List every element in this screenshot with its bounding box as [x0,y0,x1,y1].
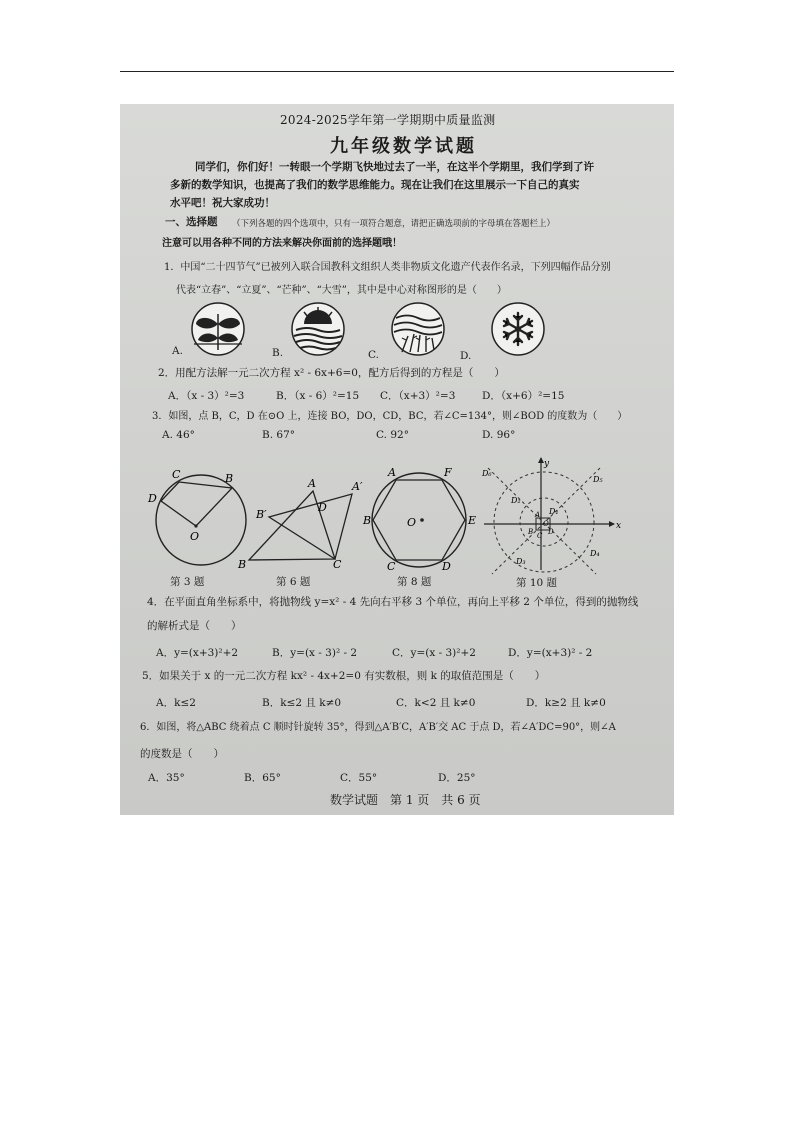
figures-row [144,456,654,576]
fig8-label-e: E [468,514,477,527]
figure-10 [481,457,621,574]
fig3-label-o: O [190,530,200,543]
fig10-label-o: O [543,520,549,528]
fig10-label-b: B [528,528,534,536]
fig8-label-o: O [407,516,417,529]
q4-line-2: 的解析式是（ ） [147,620,242,632]
fig10-label-y: y [544,459,550,469]
q5-option-c: C．k<2 且 k≠0 [396,697,476,709]
q1-line-2: 代表“立春”、“立夏”、“芒种”、“大雪”，其中是中心对称图形的是（ ） [176,285,507,296]
q5-option-d: D．k≥2 且 k≠0 [526,697,606,709]
artwork-b-icon [292,303,344,355]
fig10-label-d3: D₃ [516,557,526,566]
q3-option-d: D. 96° [482,429,516,441]
q4-option-b: B．y=(x - 3)² - 2 [272,647,358,659]
q2-option-c: C．（x+3）²=3 [380,390,456,402]
fig10-label-x: x [616,521,622,531]
fig3-label-b: B [225,472,234,485]
exam-subtitle: 2024-2025学年第一学期期中质量监测 [280,113,496,127]
fig8-label-d: D [442,560,451,573]
fig6-label-d: D [318,501,327,514]
fig8-label-b: B [363,514,372,527]
q3-option-a: A. 46° [162,429,195,441]
figure-3 [147,468,246,565]
q2-option-a: A．（x - 3）²=3 [168,390,245,402]
q1-label-d: D. [460,350,472,362]
fig10-label-d4: D₄ [590,549,600,558]
intro-line-3: 水平吧！祝大家成功！ [170,197,275,209]
fig10-label-d: D [548,528,554,536]
fig6-label-a-prime: A′ [352,480,363,493]
q6-line-2: 的度数是（ ） [140,748,224,760]
fig6-caption: 第 6 题 [276,576,311,588]
q1-line-1: 1．中国“二十四节气”已被列入联合国教科文组织人类非物质文化遗产代表作名录，下列四幅作品分别 [164,262,611,273]
fig10-label-d6: D₆ [482,469,492,478]
fig10-label-d1: D₁ [549,507,559,516]
section-heading: 一、选择题 [165,216,218,228]
fig10-label-a: A [535,511,541,519]
page-top-rule [120,71,674,72]
q1-label-a: A. [172,345,183,357]
artwork-c-icon [392,303,444,355]
fig3-label-d: D [148,492,157,505]
exam-photo [120,104,674,815]
q4-option-a: A．y=(x+3)²+2 [156,647,239,659]
section-tip: 注意可以用各种不同的方法来解决你面前的选择题哦！ [162,238,402,249]
artwork-d-icon [492,303,544,355]
exam-title: 九年级数学试题 [330,136,477,157]
intro-line-2: 多新的数学知识，也提高了我们的数学思维能力。现在让我们在这里展示一下自己的真实 [170,179,580,191]
fig8-label-c: C [387,560,396,573]
q5-option-b: B．k≤2 且 k≠0 [262,697,342,709]
fig6-label-c: C [333,558,342,571]
fig10-label-d5: D₅ [593,475,603,484]
q2-stem: 2．用配方法解一元二次方程 x² - 6x+6=0，配方后得到的方程是（ ） [158,367,505,379]
fig6-label-b: B [238,558,247,571]
q2-option-d: D．（x+6）²=15 [482,390,565,402]
fig3-caption: 第 3 题 [170,576,205,588]
fig10-label-c: C [537,532,543,540]
fig6-label-b-prime: B′ [256,508,267,521]
fig6-label-a: A [308,477,316,490]
fig8-label-f: F [444,466,452,479]
q5-stem: 5．如果关于 x 的一元二次方程 kx² - 4x+2=0 有实数根，则 k 的取值范围是（ ） [142,670,546,682]
fig10-label-d2: D₂ [511,496,521,505]
fig10-caption: 第 10 题 [516,577,558,589]
q6-line-1: 6．如图，将△ABC 绕着点 C 顺时针旋转 35°，得到△A′B′C，A′B′交 AC 于点 D，若∠A′DC=90°，则∠A [140,722,616,733]
figure-6 [237,477,363,571]
fig8-caption: 第 8 题 [397,576,432,588]
q3-option-b: B. 67° [262,429,296,441]
fig8-label-a: A [388,466,396,479]
q4-option-c: C．y=(x - 3)²+2 [392,647,476,659]
q2-option-b: B．（x - 6）²=15 [276,390,360,402]
q6-option-c: C．55° [340,772,378,784]
page-footer: 数学试题 第 1 页 共 6 页 [330,793,481,807]
q6-option-a: A．35° [148,772,185,784]
intro-line-1: 同学们，你们好！一转眼一个学期飞快地过去了一半，在这半个学期里，我们学到了许 [195,161,594,173]
figure-8 [362,466,476,573]
artwork-a-icon [192,303,244,355]
q6-option-d: D．25° [438,772,476,784]
q4-line-1: 4．在平面直角坐标系中，将抛物线 y=x² - 4 先向右平移 3 个单位，再向上平移 2 个单位，得到的抛物线 [147,596,639,608]
q1-artworks [180,300,580,360]
q6-option-b: B．65° [244,772,281,784]
q3-option-c: C. 92° [376,429,409,441]
q1-label-b: B. [272,347,284,359]
q3-stem: 3．如图，点 B，C，D 在⊙O 上，连接 BO，DO，CD，BC，若∠C=134°，则∠BOD 的度数为（ ） [152,411,628,422]
fig3-label-c: C [172,468,181,481]
q4-option-d: D．y=(x+3)² - 2 [508,647,593,659]
section-note: （下列各题的四个选项中，只有一项符合题意，请把正确选项前的字母填在答题栏上） [232,219,556,229]
q1-label-c: C. [368,349,379,361]
q5-option-a: A．k≤2 [156,697,196,709]
